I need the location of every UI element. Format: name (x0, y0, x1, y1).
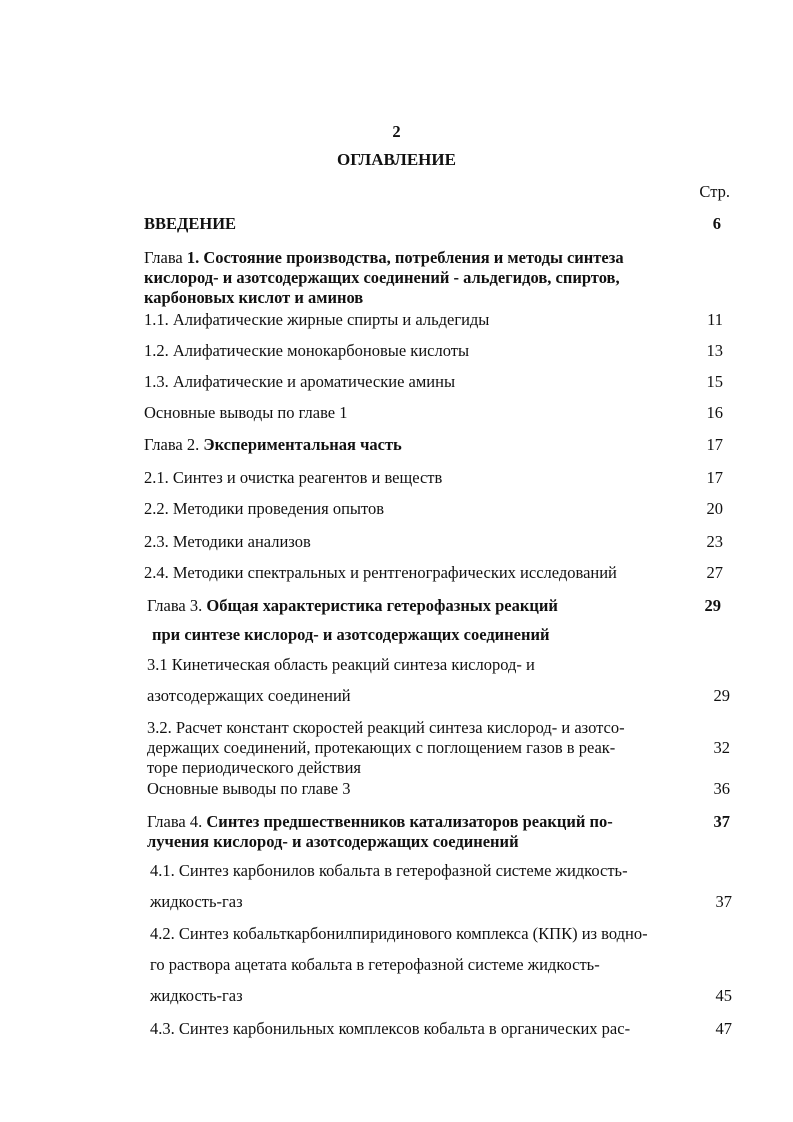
toc-ch4-page: 37 (713, 812, 730, 831)
toc-ch4-s3-page: 47 (715, 1019, 732, 1038)
toc-ch3-page: 29 (704, 596, 721, 615)
toc-ch4-s2-line3: жидкость-газ (150, 986, 243, 1005)
toc-ch4-title-line2: лучения кислород- и азотсодержащих соединений (147, 832, 519, 851)
toc-ch2-s2-page: 20 (706, 499, 723, 518)
toc-ch4-title (147, 812, 613, 832)
toc-ch2-title (144, 435, 402, 455)
toc-ch3-summary-page: 36 (713, 779, 730, 798)
toc-ch4-s2-line1: 4.2. Синтез кобальткарбонилпиридинового комплекса (КПК) из водно- (150, 924, 648, 943)
toc-ch3-title-line2: при синтезе кислород- и азотсодержащих соединений (152, 625, 550, 644)
toc-ch2-title-text: Экспериментальная часть (203, 435, 402, 454)
toc-ch1-s3-label: 1.3. Алифатические и ароматические амины (144, 372, 456, 391)
toc-ch2-s4-page: 27 (706, 563, 723, 582)
toc-ch1-s3-page: 15 (706, 372, 723, 391)
toc-ch3-title-line1: Общая характеристика гетерофазных реакций (206, 596, 558, 615)
page-title: ОГЛАВЛЕНИЕ (337, 150, 456, 169)
toc-ch2-page: 17 (706, 435, 723, 454)
toc-ch4-s1-page: 37 (715, 892, 732, 911)
toc-ch1-s2-page: 13 (706, 341, 723, 360)
toc-intro-page: 6 (712, 214, 721, 233)
toc-ch1-title-line2: кислород- и азотсодержащих соединений - альдегидов, спиртов, (144, 268, 620, 287)
toc-ch4-s2-line2: го раствора ацетата кобальта в гетерофазной системе жидкость- (150, 955, 600, 974)
toc-ch2-s3-label: 2.3. Методики анализов (144, 532, 311, 551)
toc-ch3-s2-page: 32 (713, 738, 730, 757)
page-number: 2 (392, 122, 401, 141)
toc-ch4-s2-page: 45 (715, 986, 732, 1005)
toc-ch2-prefix: Глава 2. (144, 435, 204, 454)
toc-ch1-summary-label: Основные выводы по главе 1 (144, 403, 348, 422)
toc-ch4-s1-line2: жидкость-газ (150, 892, 243, 911)
toc-ch3-title (147, 596, 558, 616)
toc-ch1-s1-label: 1.1. Алифатические жирные спирты и альдегиды (144, 310, 490, 329)
toc-ch4-s3-line1: 4.3. Синтез карбонильных комплексов кобальта в органических рас- (150, 1019, 631, 1038)
toc-ch3-s2-line3: торе периодического действия (147, 758, 361, 777)
toc-ch1-title (144, 248, 624, 268)
toc-ch2-s1-page: 17 (706, 468, 723, 487)
toc-ch3-s2-line1: 3.2. Расчет констант скоростей реакций синтеза кислород- и азотсо- (147, 718, 625, 737)
toc-ch2-s2-label: 2.2. Методики проведения опытов (144, 499, 385, 518)
toc-ch3-s2-line2: держащих соединений, протекающих с поглощением газов в реак- (147, 738, 616, 757)
toc-ch3-prefix: Глава 3. (147, 596, 207, 615)
toc-intro-label: ВВЕДЕНИЕ (144, 214, 237, 233)
toc-ch3-s1-page: 29 (713, 686, 730, 705)
toc-ch2-s4-label: 2.4. Методики спектральных и рентгенографических исследований (144, 563, 617, 582)
toc-ch1-s2-label: 1.2. Алифатические монокарбоновые кислоты (144, 341, 470, 360)
toc-ch1-summary-page: 16 (706, 403, 723, 422)
page-column-label: Стр. (699, 182, 730, 201)
toc-ch4-s1-line1: 4.1. Синтез карбонилов кобальта в гетерофазной системе жидкость- (150, 861, 628, 880)
toc-ch1-title-line1: 1. Состояние производства, потребления и методы синтеза (186, 248, 624, 267)
toc-ch1-s1-page: 11 (707, 310, 723, 329)
toc-ch3-s1-line1: 3.1 Кинетическая область реакций синтеза кислород- и (147, 655, 535, 674)
toc-ch2-s1-label: 2.1. Синтез и очистка реагентов и веществ (144, 468, 443, 487)
toc-ch4-title-line1: Синтез предшественников катализаторов реакций по- (206, 812, 613, 831)
toc-ch3-s1-line2: азотсодержащих соединений (147, 686, 351, 705)
toc-ch1-prefix: Глава (144, 248, 187, 267)
toc-ch3-summary-label: Основные выводы по главе 3 (147, 779, 351, 798)
toc-ch2-s3-page: 23 (706, 532, 723, 551)
toc-ch4-prefix: Глава 4. (147, 812, 207, 831)
toc-ch1-title-line3: карбоновых кислот и аминов (144, 288, 364, 307)
